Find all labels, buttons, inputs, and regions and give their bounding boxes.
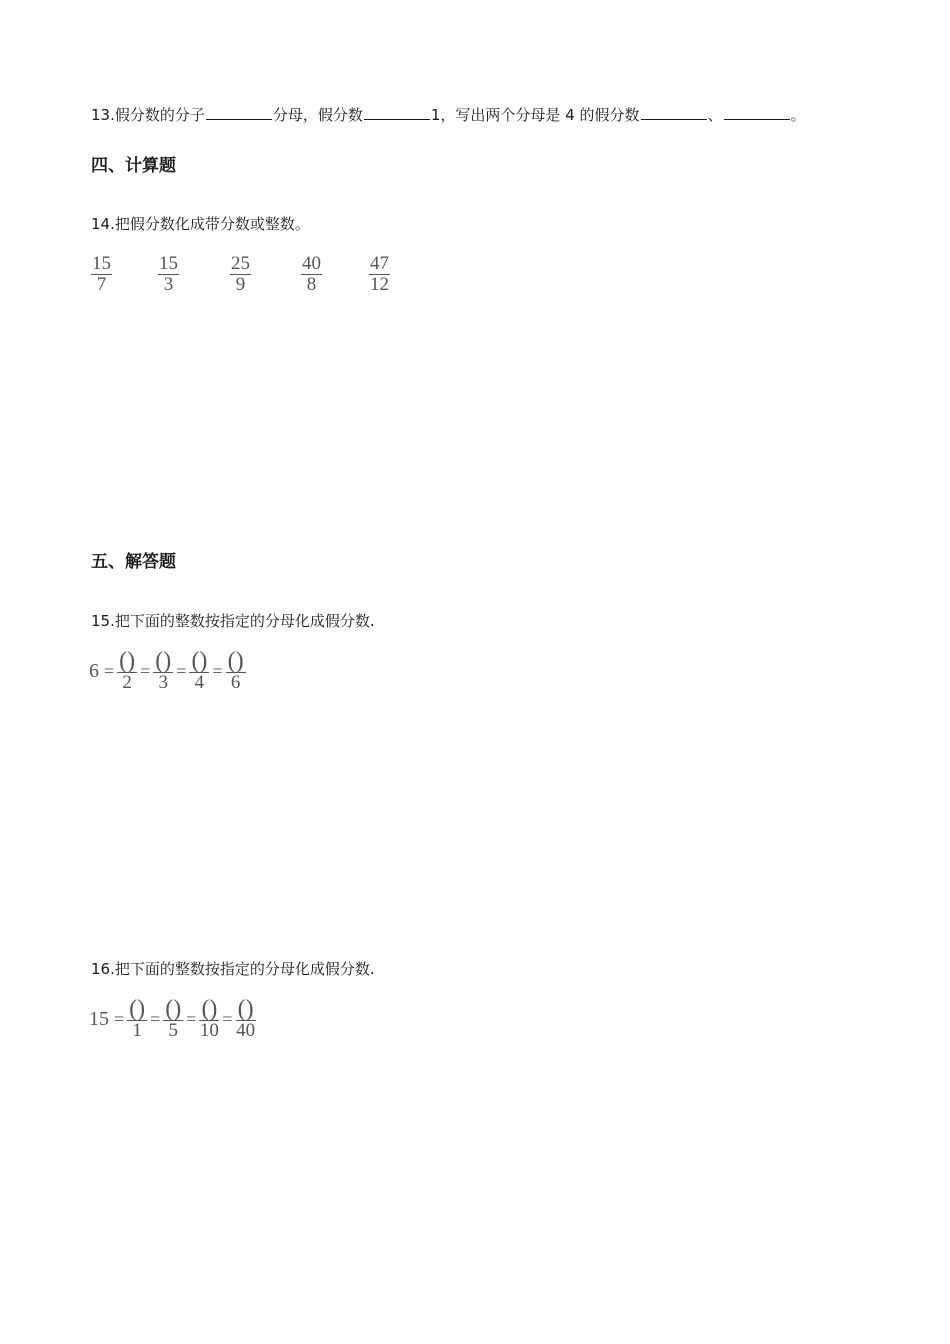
- blank-1[interactable]: [206, 105, 272, 120]
- numerator-blank: (): [165, 996, 182, 1022]
- fraction-3: [230, 255, 251, 294]
- blank-3[interactable]: [641, 105, 707, 120]
- fraction-numerator: 15: [92, 253, 111, 274]
- blank-4[interactable]: [724, 105, 790, 120]
- blank-fraction[interactable]: [226, 650, 246, 693]
- denominator: 5: [168, 1020, 179, 1041]
- blank-fraction[interactable]: [117, 650, 137, 693]
- numerator-blank: (): [155, 648, 172, 674]
- fraction-5: [369, 255, 390, 294]
- denominator: 10: [199, 1020, 219, 1041]
- fraction-denominator: 8: [306, 274, 317, 295]
- numerator-blank: (): [237, 996, 254, 1022]
- equals-sign: =: [150, 1009, 161, 1029]
- fraction-denominator: 9: [235, 274, 246, 295]
- denominator: 4: [194, 672, 205, 693]
- fraction-denominator: 3: [163, 274, 174, 295]
- question-15-equation: [89, 650, 246, 693]
- denominator: 40: [236, 1020, 256, 1041]
- equals-sign: =: [140, 661, 151, 681]
- denominator: 3: [158, 672, 169, 693]
- fraction-4: [301, 255, 322, 294]
- denominator: 6: [230, 672, 241, 693]
- blank-fraction[interactable]: [163, 998, 183, 1041]
- numerator-blank: (): [227, 648, 244, 674]
- question-13-separator: 、: [707, 106, 723, 124]
- whole-number: 6: [89, 660, 99, 682]
- question-13-part1: 假分数的分子: [114, 106, 205, 124]
- equals-sign: =: [104, 661, 115, 681]
- question-13-part3: 1，写出两个分母是: [430, 106, 561, 124]
- section-4-heading: 四、计算题: [91, 156, 176, 176]
- denominator: 2: [122, 672, 132, 693]
- fraction-numerator: 15: [159, 253, 178, 274]
- fraction-denominator: 7: [96, 274, 107, 295]
- fraction-numerator: 25: [231, 253, 250, 274]
- whole-number: 15: [89, 1008, 109, 1030]
- question-16-text: 16.把下面的整数按指定的分母化成假分数.: [91, 960, 375, 978]
- denominator: 1: [132, 1020, 142, 1041]
- equals-sign: =: [212, 661, 223, 681]
- question-13-end: 。: [790, 106, 806, 124]
- numerator-blank: (): [191, 648, 208, 674]
- numerator-blank: (): [129, 996, 146, 1022]
- question-16-equation: [89, 998, 256, 1041]
- question-14-text: 14.把假分数化成带分数或整数。: [91, 215, 310, 233]
- blank-fraction[interactable]: [236, 998, 256, 1041]
- equals-sign: =: [114, 1009, 125, 1029]
- question-13-part2: 分母，假分数: [272, 106, 363, 124]
- fraction-1: [91, 255, 112, 294]
- equals-sign: =: [222, 1009, 233, 1029]
- question-13: [91, 105, 806, 125]
- blank-fraction[interactable]: [199, 998, 219, 1041]
- question-15-text: 15.把下面的整数按指定的分母化成假分数.: [91, 612, 375, 630]
- question-13-num4: 4: [560, 106, 580, 124]
- fraction-denominator: 12: [370, 274, 389, 295]
- equals-sign: =: [186, 1009, 197, 1029]
- blank-fraction[interactable]: [189, 650, 209, 693]
- question-13-number: 13.: [91, 106, 115, 124]
- section-5-heading: 五、解答题: [91, 552, 176, 572]
- fraction-numerator: 47: [370, 253, 389, 274]
- fraction-numerator: 40: [302, 253, 321, 274]
- blank-2[interactable]: [364, 105, 430, 120]
- blank-fraction[interactable]: [127, 998, 147, 1041]
- blank-fraction[interactable]: [153, 650, 173, 693]
- numerator-blank: (): [119, 648, 136, 674]
- question-14-fractions: [91, 255, 491, 295]
- equals-sign: =: [176, 661, 187, 681]
- question-13-part4: 的假分数: [579, 106, 640, 124]
- fraction-2: [158, 255, 179, 294]
- numerator-blank: (): [201, 996, 218, 1022]
